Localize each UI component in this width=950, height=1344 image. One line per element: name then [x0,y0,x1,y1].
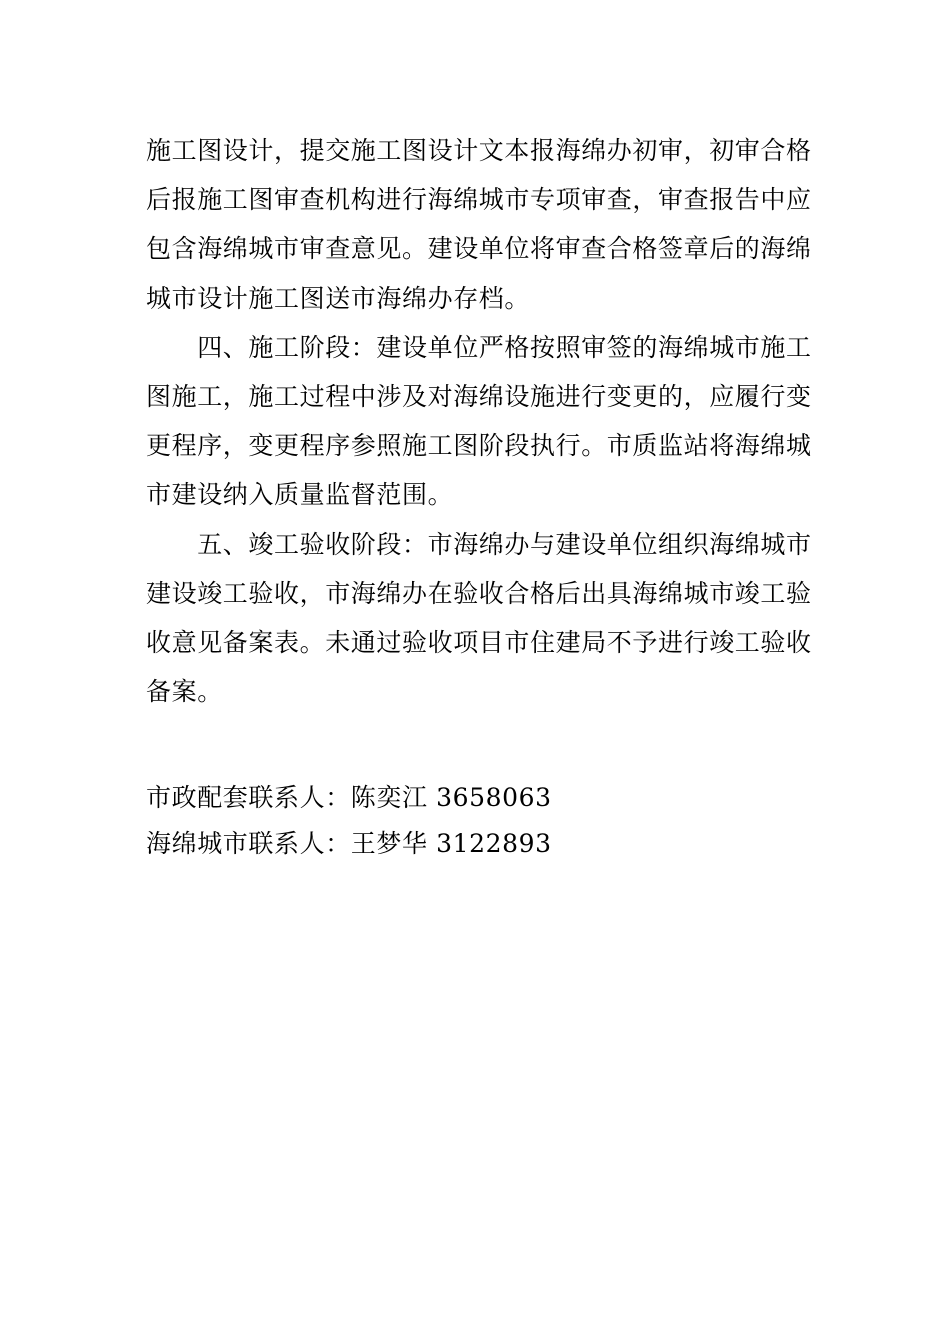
paragraph-line: 施工图设计，提交施工图设计文本报海绵办初审，初审合格 [146,136,812,165]
paragraph-line: 更程序，变更程序参照施工图阶段执行。市质监站将海绵城 [146,431,812,461]
paragraph-line: 收意见备案表。未通过验收项目市住建局不予进行竣工验收 [146,627,812,657]
contact-list [146,775,806,867]
paragraph-line: 市建设纳入质量监督范围。 [146,480,454,510]
paragraph-line: 图施工，施工过程中涉及对海绵设施进行变更的，应履行变 [146,381,812,411]
paragraph-line: 后报施工图审查机构进行海绵城市专项审查，审查报告中应 [146,185,812,215]
paragraph-line: 备案。 [146,677,223,707]
paragraph-line: 城市设计施工图送市海绵办存档。 [146,283,531,313]
paragraph-line: 建设竣工验收，市海绵办在验收合格后出具海绵城市竣工验 [146,578,812,608]
paragraph-line: 五、竣工验收阶段：市海绵办与建设单位组织海绵城市 [146,529,812,559]
contact-sponge-city: 海绵城市联系人：王梦华 3122893 [146,829,552,858]
contact-municipal: 市政配套联系人：陈奕江 3658063 [146,783,552,812]
paragraph-line: 四、施工阶段：建设单位严格按照审签的海绵城市施工 [146,332,812,362]
body-text [146,126,812,716]
paragraph-line: 包含海绵城市审查意见。建设单位将审查合格签章后的海绵 [146,234,812,264]
